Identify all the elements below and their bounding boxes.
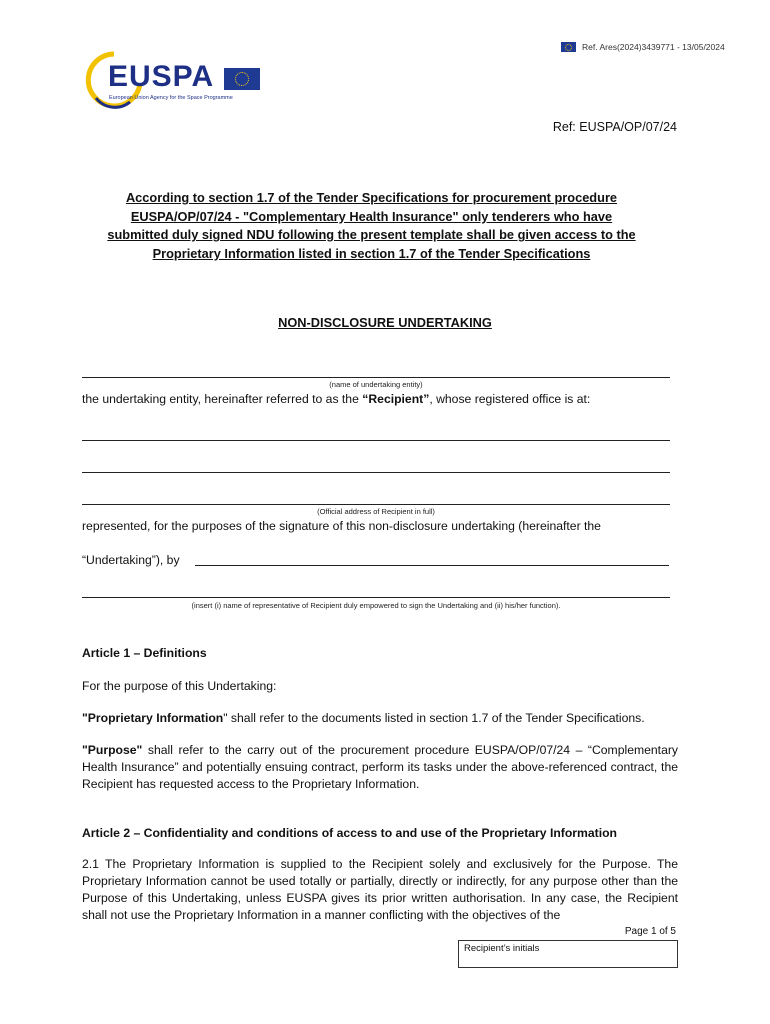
logo-wordmark: EUSPA [108, 60, 215, 93]
euspa-logo [84, 46, 266, 114]
recipient-term: “Recipient” [362, 392, 430, 406]
entity-caption: (name of undertaking entity) [329, 380, 423, 389]
eu-flag-icon [224, 68, 260, 90]
recipient-definition: the undertaking entity, hereinafter referred to as the “Recipient”, whose registered office is at: [82, 392, 591, 406]
undertaking-by-text: “Undertaking”), by [82, 553, 180, 567]
logo-tagline: European Union Agency for the Space Programme [109, 95, 233, 101]
ares-reference [561, 41, 725, 53]
access-heading: According to section 1.7 of the Tender Specifications for procurement procedure EUSPA/OP/07/24 - "Complementary Health Insurance" only tenderers who have submitted duly signed NDU following the present template shall be given access to the Proprietary Information listed in section 1.7 of the Tender Specifications [107, 190, 636, 261]
represented-text: represented, for the purposes of the signature of this non-disclosure undertaking (hereinafter the [82, 519, 601, 533]
recipient-initials-label: Recipient’s initials [464, 943, 540, 954]
address-line-3 [82, 504, 670, 505]
definition-proprietary-information: "Proprietary Information" shall refer to the documents listed in section 1.7 of the Tender Specifications. [82, 711, 645, 725]
article-1-intro: For the purpose of this Undertaking: [82, 679, 277, 693]
representative-function-line [82, 597, 670, 598]
representative-caption: (insert (i) name of representative of Recipient duly empowered to sign the Undertaking and (ii) his/her function). [191, 601, 561, 610]
article-2-title: Article 2 – Confidentiality and conditions of access to and use of the Proprietary Information [82, 826, 617, 840]
entity-name-line [82, 377, 670, 378]
representative-line [195, 565, 669, 566]
page-number: Page 1 of 5 [624, 926, 676, 937]
document-reference: Ref: EUSPA/OP/07/24 [552, 120, 677, 134]
eu-flag-icon [561, 42, 576, 52]
definition-purpose: "Purpose" shall refer to the carry out of the procurement procedure EUSPA/OP/07/24 – “Complementary Health Insurance” and potentially ensuing contract, perform its tasks under the above-referenced contract, the Recipient has requested access to the Proprietary Information. [82, 743, 678, 791]
recipient-initials-box[interactable] [458, 940, 678, 968]
page-title: NON-DISCLOSURE UNDERTAKING [278, 315, 492, 330]
address-caption: (Official address of Recipient in full) [317, 507, 435, 516]
address-line-2 [82, 472, 670, 473]
article-2-paragraph-1: 2.1 The Proprietary Information is supplied to the Recipient solely and exclusively for the Purpose. The Proprietary Information cannot be used totally or partially, directly or indirectly, for any purpose other than the Purpose of this Undertaking, unless EUSPA gives its prior written authorisation. In any case, the Recipient shall not use the Proprietary Information in a manner conflicting with the objectives of the [82, 857, 678, 922]
address-line-1 [82, 440, 670, 441]
ares-reference-text: Ref. Ares(2024)3439771 - 13/05/2024 [582, 42, 725, 52]
article-1-title: Article 1 – Definitions [82, 646, 207, 660]
